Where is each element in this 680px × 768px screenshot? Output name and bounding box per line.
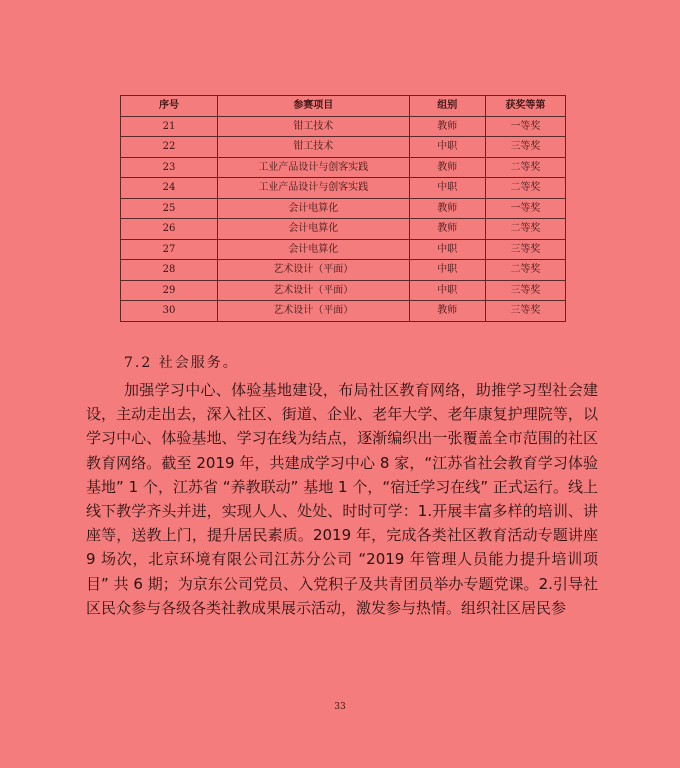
cell-prize: 三等奖 [485, 280, 565, 301]
cell-no: 24 [121, 178, 218, 199]
table-row [121, 239, 566, 260]
table-row [121, 116, 566, 137]
table-row [121, 280, 566, 301]
cell-no: 22 [121, 137, 218, 158]
cell-group: 中职 [409, 137, 485, 158]
cell-item: 工业产品设计与创客实践 [217, 178, 409, 199]
cell-group: 中职 [409, 280, 485, 301]
cell-group: 中职 [409, 260, 485, 281]
table-row [121, 137, 566, 158]
body-paragraph: 加强学习中心、体验基地建设，布局社区教育网络，助推学习型社会建设，主动走出去，深入社区、街道、企业、老年大学、老年康复护理院等，以学习中心、体验基地、学习在线为结点，逐渐编织出一张覆盖全市范围的社区教育网络。截至 2019 年，共建成学习中心 8 家，“江苏省社会教育学习体验基地” 1 个，江苏省 “养教联动” 基地 1 个，“宿迁学习在线” 正式运行。线上线下教学齐头并进，实现人人、处处、时时可学：1.开展丰富多样的培训、讲座等，送教上门，提升居民素质。2019 年，完成各类社区教育活动专题讲座 9 场次，北京环境有限公司江苏分公司 “2019 年管理人员能力提升培训项目” 共 6 期；为京东公司党员、入党积子及共青团员举办专题党课。2.引导社区民众参与各级各类社教成果展示活动，激发参与热情。组织社区居民参 [86, 381, 598, 617]
cell-prize: 二等奖 [485, 260, 565, 281]
cell-group: 教师 [409, 301, 485, 322]
awards-table [120, 95, 566, 322]
section-heading: 7.2 社会服务。 [124, 355, 239, 371]
cell-group: 教师 [409, 219, 485, 240]
page-number: 33 [334, 702, 346, 712]
cell-item: 艺术设计（平面） [217, 260, 409, 281]
table-row [121, 219, 566, 240]
cell-item: 会计电算化 [217, 219, 409, 240]
table-row [121, 198, 566, 219]
table-row [121, 301, 566, 322]
cell-no: 26 [121, 219, 218, 240]
cell-no: 23 [121, 157, 218, 178]
cell-prize: 一等奖 [485, 198, 565, 219]
cell-prize: 二等奖 [485, 178, 565, 199]
cell-item: 艺术设计（平面） [217, 280, 409, 301]
cell-no: 25 [121, 198, 218, 219]
table-header-row [121, 96, 566, 117]
cell-no: 21 [121, 116, 218, 137]
cell-prize: 三等奖 [485, 137, 565, 158]
header-prize: 获奖等第 [485, 96, 565, 117]
cell-item: 工业产品设计与创客实践 [217, 157, 409, 178]
cell-no: 28 [121, 260, 218, 281]
cell-prize: 二等奖 [485, 157, 565, 178]
header-no: 序号 [121, 96, 218, 117]
cell-group: 教师 [409, 198, 485, 219]
cell-group: 中职 [409, 239, 485, 260]
cell-item: 艺术设计（平面） [217, 301, 409, 322]
cell-no: 29 [121, 280, 218, 301]
cell-group: 中职 [409, 178, 485, 199]
cell-group: 教师 [409, 157, 485, 178]
table-row [121, 157, 566, 178]
cell-group: 教师 [409, 116, 485, 137]
cell-prize: 三等奖 [485, 301, 565, 322]
cell-item: 钳工技术 [217, 137, 409, 158]
cell-prize: 二等奖 [485, 219, 565, 240]
cell-item: 会计电算化 [217, 198, 409, 219]
cell-item: 钳工技术 [217, 116, 409, 137]
cell-prize: 一等奖 [485, 116, 565, 137]
cell-no: 30 [121, 301, 218, 322]
header-group: 组别 [409, 96, 485, 117]
table-row [121, 178, 566, 199]
table-row [121, 260, 566, 281]
cell-no: 27 [121, 239, 218, 260]
header-item: 参赛项目 [217, 96, 409, 117]
cell-prize: 三等奖 [485, 239, 565, 260]
cell-item: 会计电算化 [217, 239, 409, 260]
